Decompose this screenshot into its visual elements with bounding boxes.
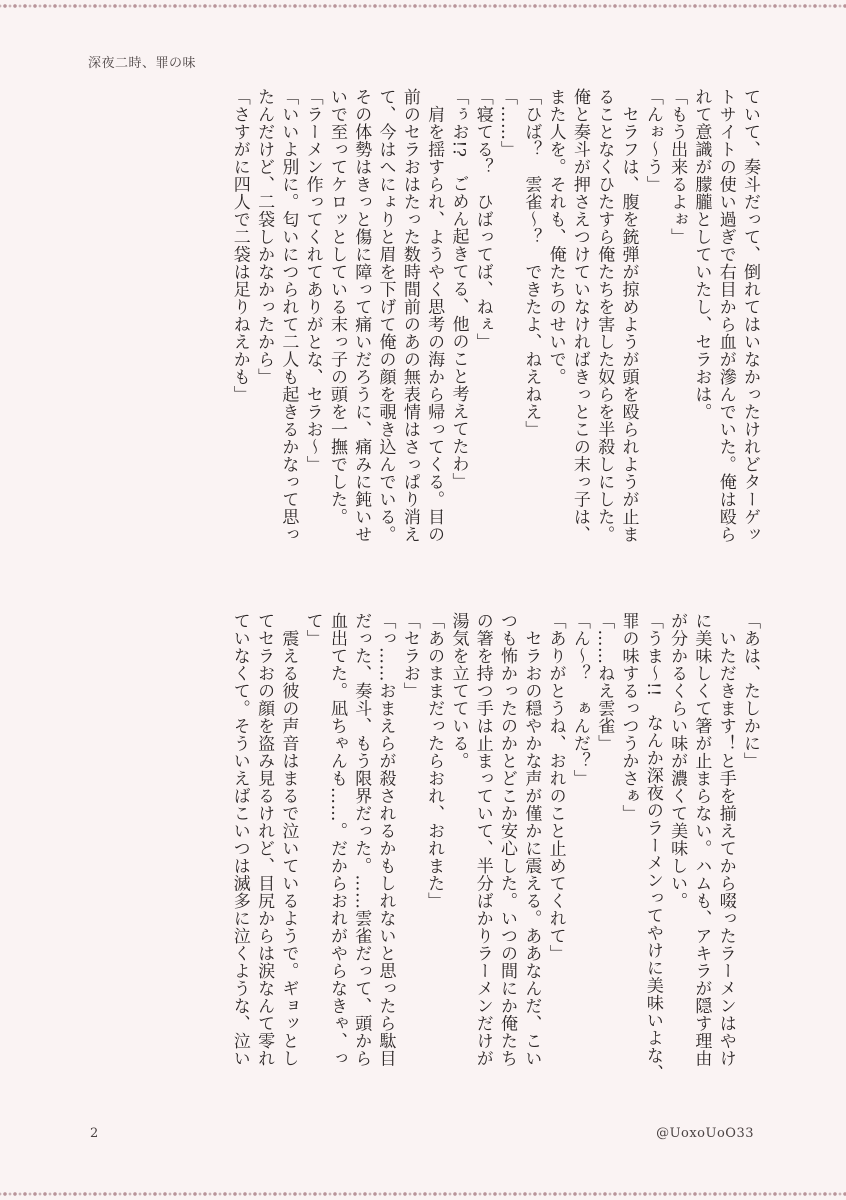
text-line: つも怖かったのかとどこか安心した。いつの間にか俺たち bbox=[497, 612, 518, 1067]
text-line: 「あは、たしかに」 bbox=[740, 612, 760, 770]
text-line: 血出てた。凪ちゃんも……。だからおれがやらなきゃ、っ bbox=[326, 612, 347, 1067]
text-line: 「ラーメン作ってくれてありがとな、セラお～」 bbox=[302, 88, 323, 473]
text-line: また人を。それも、俺たちのせいで。 bbox=[545, 88, 566, 386]
text-line: れて意識が朦朧としていたし、セラおは。 bbox=[691, 88, 712, 421]
text-line: 「っ……おまえらが殺されるかもしれないと思ったら駄目 bbox=[375, 612, 396, 1067]
text-line: 「ありがとうね、おれのこと止めてくれて」 bbox=[545, 612, 566, 962]
text-line: たんだけど、二袋しかなかったから」 bbox=[254, 88, 275, 386]
text-line: 「いいよ別に。匂いにつられて二人も起きるかなって思っ bbox=[278, 88, 299, 543]
text-line: 「ひば？ 雲雀～？ できたよ、ねえねえ」 bbox=[521, 88, 542, 438]
lower-text-block bbox=[82, 612, 762, 1100]
page-number: 2 bbox=[90, 1126, 99, 1141]
text-line: 俺と奏斗が押さえつけていなければきっとこの末っ子は、 bbox=[569, 88, 590, 543]
text-line: ていて、奏斗だって、倒れてはいなかったけれどターゲッ bbox=[740, 88, 760, 543]
text-line: 「あのままだったらおれ、おれまた」 bbox=[424, 612, 445, 910]
text-line: 「……」 bbox=[497, 88, 518, 158]
text-line: 湯気を立てている。 bbox=[448, 612, 469, 770]
text-line: て」 bbox=[302, 612, 323, 647]
bottom-decorative-border bbox=[0, 1188, 846, 1200]
text-line: ていなくて。そういえばこいつは滅多に泣くような、泣い bbox=[229, 612, 250, 1067]
page-header-title: 深夜二時、罪の味 bbox=[88, 56, 197, 71]
text-line: いで至ってケロッとしている末っ子の頭を一撫でした。 bbox=[326, 88, 347, 526]
text-line: ることなくひたすら俺たちを害した奴らを半殺しにした。 bbox=[594, 88, 615, 543]
text-line: 「寝てる？ ひばってば、ねぇ」 bbox=[472, 88, 493, 351]
text-line: トサイトの使い過ぎで右目から血が滲んでいた。俺は殴ら bbox=[715, 88, 736, 543]
text-line: 肩を揺すられ、ようやく思考の海から帰ってくる。目の bbox=[424, 88, 445, 543]
upper-text-block bbox=[82, 88, 762, 578]
text-line: に美味しくて箸が止まらない。ハムも、アキラが隠す理由 bbox=[691, 612, 712, 1067]
text-line: だった、奏斗、もう限界だった。……雲雀だって、頭から bbox=[351, 612, 372, 1067]
text-line: 「セラお」 bbox=[399, 612, 420, 700]
text-line: 「んぉ～う」 bbox=[642, 88, 663, 193]
text-line: 前のセラおはたった数時間前のあの無表情はさっぱり消え bbox=[399, 88, 420, 543]
text-line: 「うま～!! なんか深夜のラーメンってやけに美味いよな、 bbox=[642, 612, 663, 1082]
text-line: セラおの穏やかな声が僅かに震える。ああなんだ、こい bbox=[521, 612, 542, 1067]
text-line: 「……ねえ雲雀」 bbox=[594, 612, 615, 752]
text-line: 震える彼の声音はまるで泣いているようで。ギョッとし bbox=[278, 612, 299, 1067]
text-line: 「ぅお!? ごめん起きてる、他のこと考えてたわ」 bbox=[448, 88, 469, 490]
text-line: て、今はへにょりと眉を下げて俺の顔を覗き込んでいる。 bbox=[375, 88, 396, 543]
text-line: の箸を持つ手は止まっていて、半分ばかりラーメンだけが bbox=[472, 612, 493, 1067]
text-line: が分かるくらい味が濃くて美味しい。 bbox=[667, 612, 688, 910]
text-line: いただきます！と手を揃えてから啜ったラーメンはやけ bbox=[715, 612, 736, 1067]
text-line: 「もう出来るよぉ」 bbox=[667, 88, 688, 246]
text-line: その体勢はきっと傷に障って痛いだろうに、痛みに鈍いせ bbox=[351, 88, 372, 543]
text-line: 「ん～？ ぁんだ？」 bbox=[569, 612, 590, 787]
text-line: セラフは、腹を銃弾が掠めようが頭を殴られようが止ま bbox=[618, 88, 639, 543]
text-line: 「さすがに四人で二袋は足りねえかも」 bbox=[229, 88, 250, 403]
text-line: 罪の味するっつうかさぁ」 bbox=[618, 612, 639, 822]
text-line: てセラおの顔を盗み見るけれど、目尻からは涙なんて零れ bbox=[254, 612, 275, 1067]
top-decorative-border bbox=[0, 0, 846, 12]
author-handle: @UoxoUoO33 bbox=[656, 1126, 754, 1141]
